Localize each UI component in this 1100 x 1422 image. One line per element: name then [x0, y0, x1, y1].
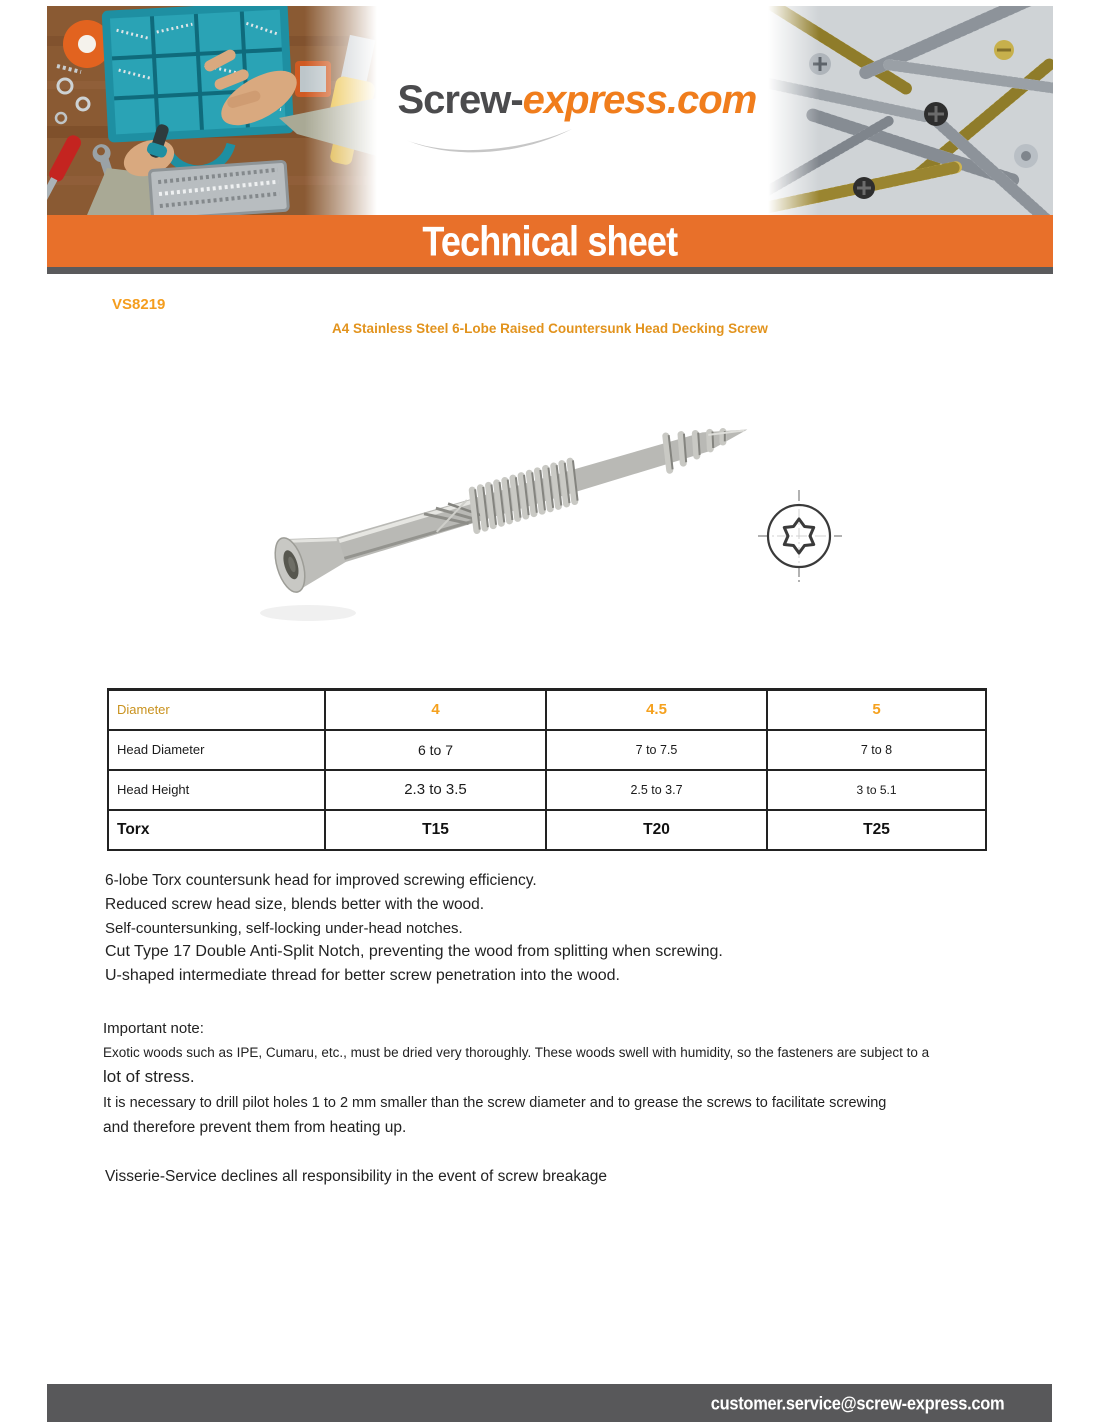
torx-value-2: T20 [546, 810, 767, 850]
feature-line: Self-countersunking, self-locking under-head notches. [105, 920, 463, 937]
diameter-value-2: 4.5 [546, 690, 767, 730]
banner [47, 215, 1053, 267]
screw-photo [228, 375, 773, 665]
torx-drawing-icon [752, 478, 852, 596]
logo-part-express: express.com [522, 78, 757, 122]
screw-illustration [228, 375, 773, 665]
important-note [103, 1020, 1018, 1137]
banner-title: Technical sheet [422, 217, 678, 264]
feature-line: 6-lobe Torx countersunk head for improved screwing efficiency. [105, 872, 537, 889]
workbench-photo [47, 6, 377, 215]
screws-pile-photo [768, 6, 1053, 215]
logo-area [377, 6, 768, 215]
feature-line: U-shaped intermediate thread for better screw penetration into the wood. [105, 967, 620, 984]
logo [397, 78, 757, 165]
note-heading: Important note: [103, 1020, 204, 1037]
screws-pile-illustration [768, 6, 1053, 215]
torx-drawing [752, 478, 852, 596]
header [47, 6, 1053, 215]
torx-value-1: T15 [325, 810, 546, 850]
head-height-value-3: 3 to 5.1 [767, 770, 986, 810]
head-diameter-value-2: 7 to 7.5 [546, 730, 767, 770]
head-height-value-1: 2.3 to 3.5 [325, 770, 546, 810]
spec-table [107, 688, 987, 851]
logo-swoosh-icon [400, 125, 575, 165]
note-line: It is necessary to drill pilot holes 1 to 2 mm smaller than the screw diameter and to grease the screws to facilitate screwing [103, 1095, 887, 1111]
torx-value-3: T25 [767, 810, 986, 850]
feature-line: Reduced screw head size, blends better with the wood. [105, 896, 485, 913]
product-code: VS8219 [112, 296, 166, 313]
customer-service-email: customer.service@screw-express.com [710, 1391, 1004, 1413]
table-row-head-height [108, 770, 986, 810]
note-line: Exotic woods such as IPE, Cumaru, etc., must be dried very thoroughly. These woods swell with humidity, so the fasteners are subject to a [103, 1045, 930, 1060]
row-label-diameter: Diameter [108, 690, 325, 730]
row-label-head-height: Head Height [108, 770, 325, 810]
table-row-torx [108, 810, 986, 850]
product-title: A4 Stainless Steel 6-Lobe Raised Countersunk Head Decking Screw [332, 321, 768, 336]
logo-part-screw: Screw- [397, 78, 523, 122]
head-diameter-value-1: 6 to 7 [325, 730, 546, 770]
disclaimer: Visserie-Service declines all responsibility in the event of screw breakage [105, 1168, 607, 1185]
head-height-value-2: 2.5 to 3.7 [546, 770, 767, 810]
logo-text [397, 78, 757, 123]
row-label-torx: Torx [108, 810, 325, 850]
footer-bar [47, 1384, 1052, 1422]
note-line: lot of stress. [103, 1067, 195, 1086]
banner-underline [47, 267, 1053, 274]
feature-list [105, 872, 1015, 991]
diameter-value-3: 5 [767, 690, 986, 730]
row-label-head-diameter: Head Diameter [108, 730, 325, 770]
head-diameter-value-3: 7 to 8 [767, 730, 986, 770]
workbench-illustration [47, 6, 377, 215]
diameter-value-1: 4 [325, 690, 546, 730]
note-line: and therefore prevent them from heating up. [103, 1119, 407, 1136]
feature-line: Cut Type 17 Double Anti-Split Notch, preventing the wood from splitting when screwing. [105, 943, 723, 960]
table-row-diameter [108, 690, 986, 730]
table-row-head-diameter [108, 730, 986, 770]
